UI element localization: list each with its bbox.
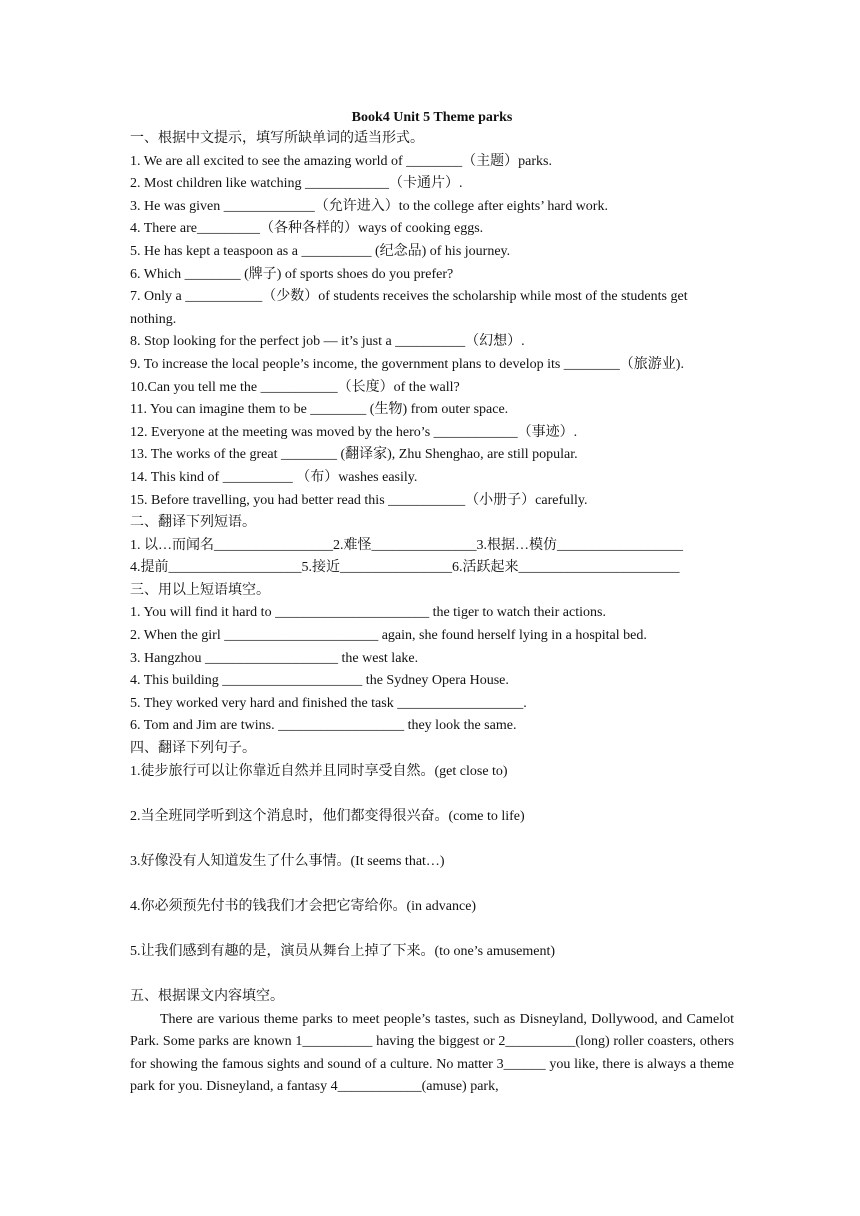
question-item: 4. There are_________（各种各样的）ways of cooking eggs. (130, 221, 484, 237)
translation-item: 2.当全班同学听到这个消息时，他们都变得很兴奋。(come to life) (130, 808, 525, 824)
question-item: 2. When the girl ______________________ again, she found herself lying in a hospital bed. (130, 628, 647, 644)
phrase-row: 1. 以…而闻名_________________2.难怪_______________3.根据…模仿__________________ (130, 537, 683, 553)
question-item: 5. He has kept a teaspoon as a __________ (纪念品) of his journey. (130, 243, 511, 259)
translation-item: 3.好像没有人知道发生了什么事情。(It seems that…) (130, 853, 445, 869)
question-item: 4. This building ____________________ the Sydney Opera House. (130, 673, 509, 689)
question-item: 10.Can you tell me the ___________（长度）of the wall? (130, 379, 460, 395)
answer-space (130, 919, 734, 942)
section-heading: 四、翻译下列句子。 (130, 741, 256, 757)
question-item: 8. Stop looking for the perfect job — it’s just a __________（幻想）. (130, 334, 525, 350)
question-item: 11. You can imagine them to be ________ (生物) from outer space. (130, 402, 509, 418)
section-heading: 三、用以上短语填空。 (130, 582, 270, 598)
section-heading: 五、根据课文内容填空。 (130, 989, 284, 1005)
section-heading: 二、翻译下列短语。 (130, 515, 256, 531)
answer-space (130, 873, 734, 896)
question-item: 5. They worked very hard and finished the task __________________. (130, 695, 527, 711)
translation-item: 1.徒步旅行可以让你靠近自然并且同时享受自然。(get close to) (130, 763, 508, 779)
question-item: 6. Tom and Jim are twins. __________________ they look the same. (130, 718, 517, 734)
question-item: 12. Everyone at the meeting was moved by the hero’s ____________（事迹）. (130, 424, 578, 440)
question-item: 9. To increase the local people’s income, the government plans to develop its ________（旅游业). (130, 356, 684, 372)
question-item: 3. He was given _____________（允许进入）to the college after eights’ hard work. (130, 198, 608, 214)
question-item: 6. Which ________ (牌子) of sports shoes do you prefer? (130, 266, 454, 282)
cloze-paragraph: There are various theme parks to meet people’s tastes, such as Disneyland, Dollywood, and Camelot Park. Some parks are known 1__________ having the biggest or 2__________(long) roller coasters, others for showing the famous sights and sound of a culture. No matter 3______ you like, there is always a theme park for you. Disneyland, a fantasy 4____________(amuse) park, (130, 1011, 734, 1095)
question-item: 7. Only a ___________（少数）of students receives the scholarship while most of the students get nothing. (130, 289, 688, 327)
question-item: 14. This kind of __________ （布）washes easily. (130, 469, 418, 485)
answer-space (130, 964, 734, 987)
question-item: 1. We are all excited to see the amazing world of ________（主题）parks. (130, 153, 552, 169)
question-item: 2. Most children like watching ____________（卡通片）. (130, 176, 463, 192)
worksheet-page (130, 108, 734, 1099)
section-heading: 一、根据中文提示，填写所缺单词的适当形式。 (130, 131, 424, 146)
answer-space (130, 828, 734, 851)
phrase-row: 4.提前___________________5.接近________________6.活跃起来_______________________ (130, 560, 680, 576)
page-title: Book4 Unit 5 Theme parks (351, 110, 513, 125)
question-item: 15. Before travelling, you had better read this ___________（小册子）carefully. (130, 492, 588, 508)
answer-space (130, 783, 734, 806)
question-item: 1. You will find it hard to ______________________ the tiger to watch their actions. (130, 605, 606, 621)
translation-item: 5.让我们感到有趣的是，演员从舞台上掉了下来。(to one’s amusement) (130, 944, 556, 959)
question-item: 3. Hangzhou ___________________ the west lake. (130, 650, 419, 666)
translation-item: 4.你必须预先付书的钱我们才会把它寄给你。(in advance) (130, 898, 477, 914)
question-item: 13. The works of the great ________ (翻译家), Zhu Shenghao, are still popular. (130, 447, 578, 463)
